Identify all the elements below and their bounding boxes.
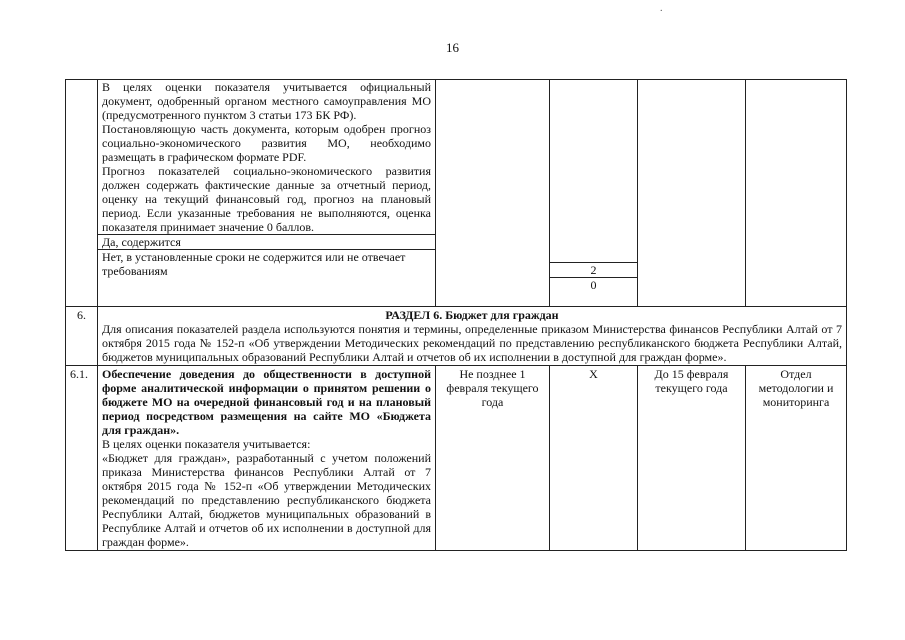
responsible-cell: Отдел методологии и мониторинга (746, 366, 847, 551)
page-speck: . (660, 3, 663, 14)
table-row (66, 80, 847, 307)
indicator-description-cell (98, 80, 436, 307)
indicator-body: «Бюджет для граждан», разработанный с учетом положений приказа Министерства финансов Республики Алтай от 7 октября 2015 года № 152-п «Об утверждении Методических рекомендаций по представлению республиканского бюджета Республики Алтай, бюджетов муниципальных образований в Республике Алтай и отчетов об их исполнении в доступной для граждан форме». (102, 451, 431, 549)
score-spacer (550, 80, 637, 262)
section-title: РАЗДЕЛ 6. Бюджет для граждан (385, 308, 559, 322)
page-number: 16 (446, 40, 459, 55)
section-description: Для описания показателей раздела используются понятия и термины, определенные приказом Министерства финансов Республики Алтай от 7 октября 2015 года № 152-п «Об утверждении Методических рекомендаций по представлению республиканского бюджета Республики Алтай, бюджетов муниципальных образований Республики Алтай и отчетов об их исполнении в доступной для граждан форме». (102, 322, 842, 364)
period-cell: До 15 февраля текущего года (638, 366, 746, 551)
deadline-cell (436, 80, 550, 307)
row-number: 6.1. (66, 366, 98, 551)
responsible-cell (746, 80, 847, 307)
period-cell (638, 80, 746, 307)
option-label: Нет, в установленные сроки не содержится или не отвечает требованиям (98, 249, 435, 278)
indicator-description-cell (98, 366, 436, 551)
table-row (66, 366, 847, 551)
description-text (98, 80, 435, 234)
paragraph: Прогноз показателей социально-экономического развития должен содержать фактические данные за отчетный период, оценку на текущий финансовый год, прогноз на плановый период. Если указанные требования не выполняются, оценка показателя принимает значение 0 баллов. (102, 164, 431, 234)
deadline-cell: Не позднее 1 февраля текущего года (436, 366, 550, 551)
indicator-intro: В целях оценки показателя учитывается: (102, 437, 311, 451)
score-cell: X (550, 366, 638, 551)
paragraph: В целях оценки показателя учитывается официальный документ, одобренный органом местного самоуправления МО (предусмотренного пунктом 3 статьи 173 БК РФ). (102, 80, 431, 122)
section-content (98, 307, 847, 366)
paragraph: Постановляющую часть документа, которым одобрен прогноз социально-экономического развития МО, необходимо размещать в графическом формате PDF. (102, 122, 431, 164)
row-number (66, 80, 98, 307)
section-row (66, 307, 847, 366)
indicator-title: Обеспечение доведения до общественности в доступной форме аналитической информации о принятом решении о бюджете МО на очередной финансовый год и на плановый период посредством размещения на сайте МО «Бюджета для граждан». (102, 367, 431, 437)
score-cell (550, 80, 638, 307)
option-label: Да, содержится (98, 234, 435, 249)
section-number: 6. (66, 307, 98, 366)
option-score: 0 (550, 277, 637, 306)
option-score: 2 (550, 262, 637, 277)
criteria-table (65, 79, 847, 551)
